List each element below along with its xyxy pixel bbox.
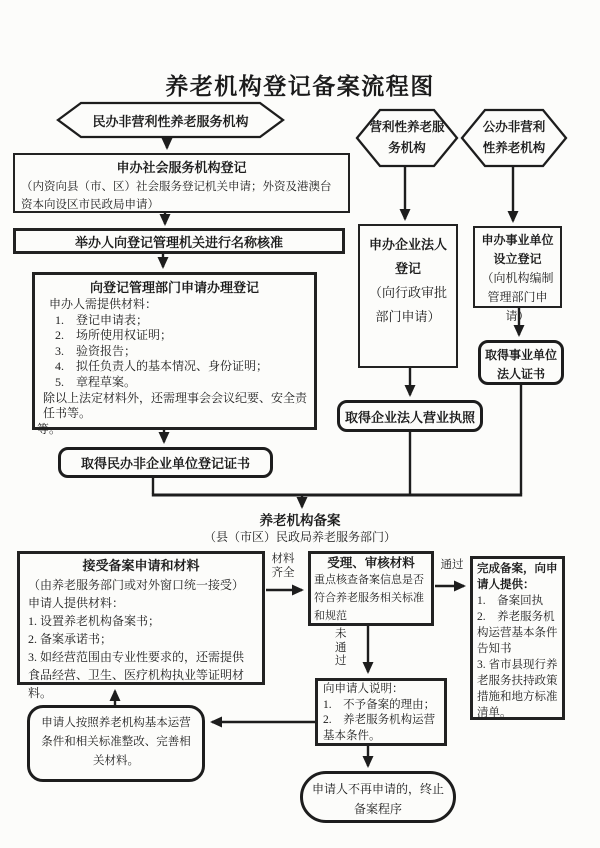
- node-title: 申办社会服务机构登记: [116, 160, 247, 175]
- list-line: 1. 备案回执: [477, 595, 544, 607]
- list-line: 2. 养老服务机构运营基本条件。: [323, 714, 436, 742]
- node-beian-heading: [150, 512, 450, 546]
- beian-subtitle: （县（市区）民政局养老服务部门）: [203, 530, 396, 544]
- node-title: 申办企业法人登记: [368, 237, 447, 276]
- node-institution-registration: [473, 226, 562, 323]
- node-enterprise-registration: [358, 224, 458, 368]
- node-sub: （向机构编制管理部门申请）: [481, 271, 554, 323]
- node-terminate-label: 申请人不再申请的，终止备案程序: [311, 782, 444, 816]
- node-cert-label: 取得民办非企业单位登记证书: [80, 456, 250, 471]
- list-line: 3. 如经营范围由专业性要求的，还需提供食品经营、卫生、医疗机构执业等证明材料。: [28, 650, 245, 700]
- node-title: 完成备案，向申请人提供：: [477, 563, 558, 591]
- node-body: 重点核查备案信息是否符合养老服务相关标准和规范: [314, 574, 424, 622]
- node-forprofit-orgs: [357, 110, 457, 166]
- edge-label-fail: 未通过: [335, 628, 347, 667]
- node-title: 向申请人说明：: [323, 683, 404, 695]
- list-line: 申请人提供材料：: [28, 596, 125, 610]
- node-title: 向登记管理部门申请办理登记: [89, 280, 259, 295]
- edge-label-materials-complete: 材料齐全: [271, 553, 295, 579]
- node-name-approval: [13, 228, 345, 254]
- node-public-nonprofit-label: 公办非营利性养老机构: [482, 120, 546, 155]
- node-cert-enterprise-license: [337, 400, 483, 432]
- list-line: 除以上法定材料外，还需理事会会议纪要、安全责任书等。: [43, 390, 308, 421]
- list-line: （由养老服务部门或对外窗口统一接受）: [28, 578, 245, 592]
- list-line: 5. 章程草案。: [55, 374, 137, 389]
- list-line: 2. 养老服务机构运营基本条件告知书: [477, 611, 558, 655]
- node-registration-application: [32, 272, 317, 436]
- list-line: 3. 验资报告；: [55, 343, 137, 358]
- node-public-nonprofit-orgs: [462, 110, 566, 166]
- node-cert-label: 取得事业单位法人证书: [484, 348, 557, 381]
- node-title: 申办事业单位设立登记: [481, 233, 554, 266]
- node-review-materials: [308, 551, 434, 626]
- beian-title: 养老机构备案: [259, 513, 341, 528]
- node-cert-institution: [478, 340, 564, 385]
- edge-label-pass: 通过: [440, 559, 464, 571]
- list-line: 1. 登记申请表；: [55, 312, 149, 327]
- node-rectify-label: 申请人按照养老机构基本运营条件和相关标准整改、完善相关材料。: [41, 717, 191, 767]
- list-line: 1. 不予备案的理由；: [323, 698, 436, 711]
- node-complete-filing: [470, 556, 565, 720]
- list-line: 2. 备案承诺书；: [28, 632, 113, 646]
- list-line: 1. 设置养老机构备案书；: [28, 614, 161, 628]
- node-cert-private-nonenterprise: [58, 447, 273, 478]
- node-title: 接受备案申请和材料: [82, 558, 200, 573]
- node-private-nonprofit-orgs: [58, 103, 283, 137]
- node-rectify-materials: [27, 705, 205, 782]
- node-cert-label: 取得企业法人营业执照: [344, 409, 475, 425]
- node-explain-to-applicant: [315, 678, 447, 746]
- list-line: 2. 场所使用权证明；: [55, 328, 173, 343]
- node-title: 受理、审核材料: [327, 556, 415, 570]
- node-name-approval-label: 举办人向登记管理机关进行名称核准: [74, 234, 283, 250]
- node-social-service-registration: [13, 153, 350, 213]
- list-line: 申办人需提供材料：: [49, 297, 158, 311]
- list-line: 4. 拟任负责人的基本情况、身份证明；: [55, 359, 269, 374]
- list-line: 等。: [37, 421, 62, 436]
- flowchart-title: 养老机构登记备案流程图: [165, 74, 435, 99]
- node-body: （内资向县（市、区）社会服务登记机关申请；外资及港澳台资本向设区市民政局申请）: [21, 181, 332, 211]
- node-sub: （向行政审批部门申请）: [368, 285, 447, 324]
- list-line: 3. 省市县现行养老服务扶持政策措施和地方标准清单。: [477, 659, 558, 719]
- node-accept-filing: [17, 551, 265, 700]
- node-private-nonprofit-label: 民办非营利性养老服务机构: [92, 113, 249, 129]
- node-forprofit-label: 营利性养老服务机构: [369, 120, 445, 155]
- node-terminate-filing: [300, 771, 456, 823]
